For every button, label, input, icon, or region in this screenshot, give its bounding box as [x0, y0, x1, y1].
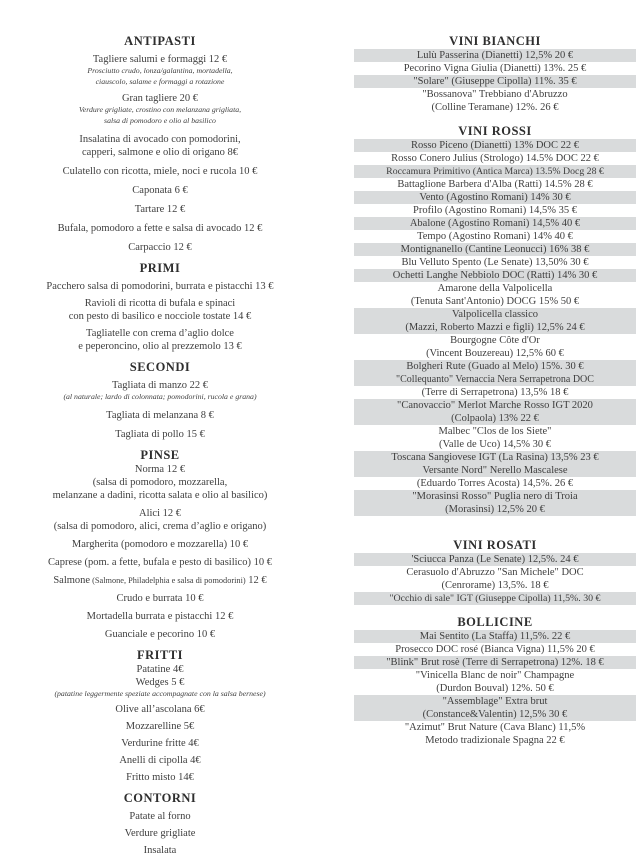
wine-item-montignanello: Montignanello (Cantine Leonucci) 16% 38 €	[354, 243, 636, 256]
wine-item-vinicella-line1: "Vinicella Blanc de noir" Champagne	[415, 670, 575, 681]
menu-item-wedges: Wedges 5 €	[135, 676, 185, 688]
menu-item-crudo-burrata: Crudo e burrata 10 €	[116, 592, 204, 604]
wine-item-vento: Vento (Agostino Romani) 14% 30 €	[354, 191, 636, 204]
menu-item-tagliata-melanzana: Tagliata di melanzana 8 €	[106, 409, 214, 421]
menu-item-patatine: Patatine 4€	[136, 663, 184, 675]
wine-item-canovaccio-line2: (Colpaola) 13% 22 €	[354, 412, 636, 425]
menu-item-olive: Olive all’ascolana 6€	[115, 704, 205, 715]
menu-item-tagliata-pollo: Tagliata di pollo 15 €	[115, 428, 205, 440]
menu-item-norma-line3: melanzane a dadini, ricotta salata e olio al basilico)	[52, 489, 268, 501]
wine-item-cerasuolo-line1: Cerasuolo d'Abruzzo "San Michele" DOC	[406, 567, 584, 578]
wine-item-abalone: Abalone (Agostino Romani) 14,5% 40 €	[354, 217, 636, 230]
wine-item-bourgogne-line2: (Vincent Bouzereau) 12,5% 60 €	[426, 348, 564, 359]
food-menu-column	[0, 34, 320, 857]
menu-item-mortadella: Mortadella burrata e pistacchi 12 €	[86, 610, 234, 622]
section-title-secondi: SECONDI	[129, 360, 191, 374]
menu-item-guanciale: Guanciale e pecorino 10 €	[104, 628, 216, 640]
menu-item-insalatina-line2: capperi, salmone e olio di origano 8€	[82, 147, 238, 158]
wine-item-assemblage-line1: "Assemblage" Extra brut	[354, 695, 636, 708]
wine-item-valpolicella-line1: Valpolicella classico	[354, 308, 636, 321]
wine-item-lulu-passerina: Lulù Passerina (Dianetti) 12,5% 20 €	[354, 49, 636, 62]
wine-item-occhio-di-sale: "Occhio di sale" IGT (Giuseppe Cipolla) 11,5%. 30 €	[354, 592, 636, 605]
menu-item-tagliere: Tagliere salumi e formaggi 12 €	[92, 54, 228, 65]
section-title-vini-bianchi: VINI BIANCHI	[449, 34, 541, 48]
wine-item-morasinsi-line1: "Morasinsi Rosso" Puglia nero di Troia	[354, 490, 636, 503]
menu-item-insalata: Insalata	[143, 845, 177, 856]
wine-item-solare: "Solare" (Giuseppe Cipolla) 11%. 35 €	[354, 75, 636, 88]
wine-item-collequanto-line2: (Terre di Serrapetrona) 13,5% 18 €	[421, 387, 569, 398]
wine-item-malbec-line2: (Valle de Uco) 14,5% 30 €	[439, 439, 551, 450]
wine-item-morasinsi-line2: (Morasinsi) 12,5% 20 €	[354, 503, 636, 516]
wine-item-collequanto-line1: "Collequanto" Vernaccia Nera Serrapetrona DOC	[354, 373, 636, 386]
menu-item-tagliatelle-line2: e peperoncino, olio al prezzemolo 13 €	[78, 341, 242, 352]
menu-item-verdurine: Verdurine fritte 4€	[121, 738, 199, 749]
wine-item-azimut-line2: Metodo tradizionale Spagna 22 €	[425, 735, 565, 746]
menu-item-norma-line2: (salsa di pomodoro, mozzarella,	[92, 476, 228, 488]
wine-item-ochetti: Ochetti Langhe Nebbiolo DOC (Ratti) 14% 30 €	[354, 269, 636, 282]
wine-item-toscana-sangiovese: Toscana Sangiovese IGT (La Rasina) 13,5% 23 €	[354, 451, 636, 464]
menu-item-margherita: Margherita (pomodoro e mozzarella) 10 €	[71, 538, 249, 550]
menu-item-ravioli-line2: con pesto di basilico e nocciole tostate 14 €	[68, 311, 252, 322]
wine-item-battaglione: Battaglione Barbera d'Alba (Ratti) 14.5% 28 €	[397, 179, 593, 190]
menu-note-tagliata-manzo: (al naturale; lardo di colonnata; pomodorini, rucola e grana)	[63, 392, 257, 401]
menu-item-fritto-misto: Fritto misto 14€	[126, 772, 194, 783]
menu-item-salmone-name: Salmone	[53, 574, 91, 586]
section-title-vini-rosati: VINI ROSATI	[453, 538, 537, 552]
menu-item-salmone-price: 12 €	[245, 574, 267, 586]
menu-item-tartare: Tartare 12 €	[134, 204, 186, 215]
wine-item-profilo: Profilo (Agostino Romani) 14,5% 35 €	[413, 205, 577, 216]
wine-item-amarone-line1: Amarone della Valpolicella	[437, 283, 553, 294]
section-title-fritti: FRITTI	[136, 647, 184, 662]
menu-note-tagliere-2: ciauscolo, salame e formaggi a rotazione	[95, 76, 225, 86]
wine-item-cerasuolo-line2: (Cenrorame) 13,5%. 18 €	[441, 580, 549, 591]
wine-item-prosecco-rose: Prosecco DOC rosé (Bianca Vigna) 11,5% 20 €	[395, 644, 595, 655]
menu-note-tagliere-1: Prosciutto crudo, lonza/galantina, mortadella,	[87, 66, 233, 75]
wine-item-bossanova-line2: (Colline Teramane) 12%. 26 €	[431, 102, 559, 113]
wine-item-bourgogne-line1: Bourgogne Côte d'Or	[450, 335, 540, 346]
menu-item-norma-line1: Norma 12 €	[134, 463, 186, 475]
wine-item-bossanova-line1: "Bossanova" Trebbiano d'Abruzzo	[422, 89, 568, 100]
wine-item-rosso-piceno: Rosso Piceno (Dianetti) 13% DOC 22 €	[354, 139, 636, 152]
menu-item-alici-line1: Alici 12 €	[139, 507, 181, 519]
wine-item-bolgheri: Bolgheri Rute (Guado al Melo) 15%. 30 €	[354, 360, 636, 373]
wine-item-valpolicella-line2: (Mazzi, Roberto Mazzi e figli) 12,5% 24 €	[354, 321, 636, 334]
menu-note-wedges: (patatine leggermente speziate accompagnate con la salsa bernese)	[54, 688, 266, 698]
wine-item-azimut-line1: "Azimut" Brut Nature (Cava Blanc) 11,5%	[404, 722, 586, 733]
wine-item-versante-nord-line1: Versante Nord" Nerello Mascalese	[354, 464, 636, 477]
menu-item-ravioli-line1: Ravioli di ricotta di bufala e spinaci	[84, 298, 236, 309]
menu-item-verdure-grigliate: Verdure grigliate	[124, 828, 196, 839]
menu-item-salmone-desc: (Salmone, Philadelphia e salsa di pomodorini)	[90, 575, 246, 585]
wine-item-pecorino: Pecorino Vigna Giulia (Dianetti) 13%. 25 €	[403, 63, 587, 74]
menu-item-bufala: Bufala, pomodoro a fette e salsa di avocado 12 €	[57, 223, 263, 234]
wine-item-roccamura: Roccamura Primitivo (Antica Marca) 13.5% Docg 28 €	[354, 165, 636, 178]
wine-list-column	[350, 34, 640, 747]
wine-item-blu-velluto: Blu Velluto Spento (Le Senate) 13,50% 30 €	[401, 257, 589, 268]
wine-item-blink: "Blink" Brut rosè (Terre di Serrapetrona) 12%. 18 €	[354, 656, 636, 669]
menu-item-mozzarelline: Mozzarelline 5€	[125, 721, 195, 732]
menu-item-tagliata-manzo: Tagliata di manzo 22 €	[111, 380, 209, 391]
menu-item-gran-tagliere: Gran tagliere 20 €	[121, 93, 199, 104]
menu-item-patate: Patate al forno	[129, 811, 191, 822]
wine-item-vinicella-line2: (Durdon Bouval) 12%. 50 €	[436, 683, 554, 694]
menu-item-salmone	[0, 574, 320, 587]
menu-item-anelli: Anelli di cipolla 4€	[119, 755, 201, 766]
section-title-antipasti: ANTIPASTI	[124, 34, 196, 48]
section-title-bollicine: BOLLICINE	[457, 615, 533, 629]
wine-item-malbec-line1: Malbec "Clos de los Siete"	[438, 426, 552, 437]
wine-item-versante-nord-line2: (Eduardo Torres Acosta) 14,5%. 26 €	[416, 478, 574, 489]
wine-item-mai-sentito: Mai Sentito (La Staffa) 11,5%. 22 €	[354, 630, 636, 643]
menu-item-tagliatelle-line1: Tagliatelle con crema d’aglio dolce	[86, 328, 234, 339]
menu-item-culatello: Culatello con ricotta, miele, noci e rucola 10 €	[62, 166, 258, 177]
menu-item-pacchero: Pacchero salsa di pomodorini, burrata e pistacchi 13 €	[46, 281, 274, 292]
menu-note-gran-tagliere-1: Verdure grigliate, crostino con melanzana grigliata,	[78, 105, 242, 114]
section-title-pinse: PINSE	[140, 447, 180, 462]
section-title-primi: PRIMI	[139, 261, 181, 275]
wine-item-canovaccio-line1: "Canovaccio" Merlot Marche Rosso IGT 2020	[354, 399, 636, 412]
menu-note-gran-tagliere-2: salsa di pomodoro e olio al basilico	[104, 115, 216, 125]
menu-item-caprese: Caprese (pom. a fette, bufala e pesto di basilico) 10 €	[48, 556, 272, 568]
menu-item-caponata: Caponata 6 €	[132, 185, 188, 196]
section-title-vini-rossi: VINI ROSSI	[458, 124, 532, 138]
wine-item-assemblage-line2: (Constance&Valentin) 12,5% 30 €	[354, 708, 636, 721]
wine-item-amarone-line2: (Tenuta Sant'Antonio) DOCG 15% 50 €	[410, 296, 580, 307]
wine-item-tempo: Tempo (Agostino Romani) 14% 40 €	[417, 231, 573, 242]
wine-item-rosso-conero: Rosso Conero Julius (Strologo) 14.5% DOC 22 €	[391, 153, 599, 164]
menu-item-carpaccio: Carpaccio 12 €	[128, 242, 192, 253]
wine-item-sciucca-panza: 'Sciucca Panza (Le Senate) 12,5%. 24 €	[354, 553, 636, 566]
menu-item-insalatina-line1: Insalatina di avocado con pomodorini,	[79, 134, 241, 145]
menu-item-alici-line2: (salsa di pomodoro, alici, crema d’aglio e origano)	[53, 520, 267, 532]
section-title-contorni: CONTORNI	[123, 791, 197, 805]
